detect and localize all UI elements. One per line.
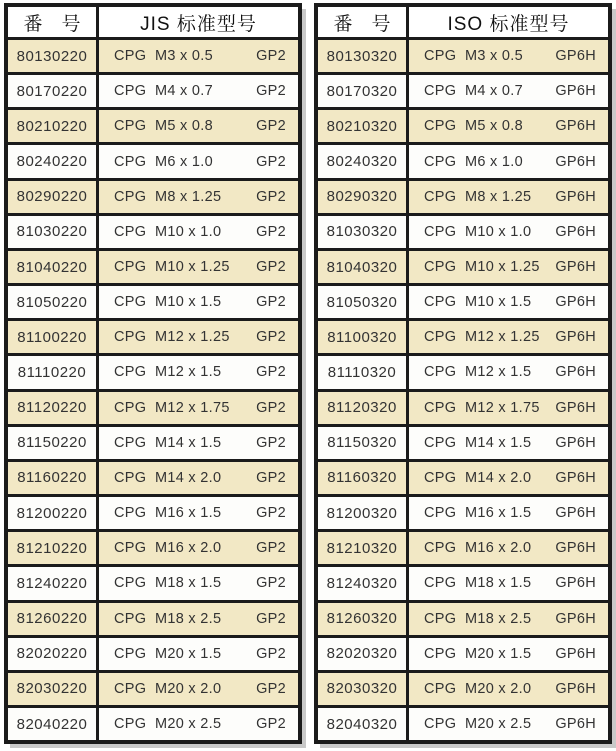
part-number: 80210220 [16, 117, 88, 135]
tolerance-grade: GP6H [555, 399, 596, 416]
model-designation: CPG M16 x 2.0 [424, 540, 532, 557]
model-designation: CPG M20 x 2.5 [114, 716, 222, 733]
model-designation: CPG M12 x 1.5 [114, 364, 222, 381]
model-cell [406, 145, 608, 177]
table-row [318, 670, 608, 705]
table-row [8, 283, 298, 318]
part-number: 82030320 [326, 680, 398, 698]
tolerance-grade: GP2 [256, 434, 286, 451]
table-row [8, 72, 298, 107]
table-row [8, 705, 298, 740]
model-designation: CPG M18 x 2.5 [424, 610, 532, 627]
part-number-cell [8, 321, 96, 353]
jis-table-header-row [8, 7, 298, 40]
part-number: 81240220 [16, 574, 88, 592]
part-number: 80290220 [16, 188, 88, 206]
table-row [318, 529, 608, 564]
part-number-cell [318, 286, 406, 318]
model-designation: CPG M6 x 1.0 [424, 153, 523, 170]
part-number-cell [8, 392, 96, 424]
model-designation: CPG M6 x 1.0 [114, 153, 213, 170]
model-cell [406, 497, 608, 529]
model-designation: CPG M10 x 1.25 [424, 259, 540, 276]
part-number: 81100320 [327, 328, 397, 346]
tolerance-grade: GP6H [555, 645, 596, 662]
part-number: 81050320 [326, 293, 398, 311]
iso-model-column-header: ISO 标准型号 [406, 7, 608, 37]
table-row [318, 213, 608, 248]
part-number: 81260220 [16, 610, 88, 628]
model-cell [96, 673, 298, 705]
model-designation: CPG M16 x 1.5 [424, 505, 532, 522]
tolerance-grade: GP2 [256, 259, 286, 276]
model-cell [96, 392, 298, 424]
part-number-cell [8, 110, 96, 142]
model-designation: CPG M14 x 1.5 [114, 434, 222, 451]
model-cell [96, 251, 298, 283]
table-row [318, 564, 608, 599]
model-designation: CPG M14 x 2.0 [424, 469, 532, 486]
part-number: 81210220 [16, 539, 88, 557]
model-cell [406, 216, 608, 248]
part-number-cell [318, 708, 406, 740]
model-designation: CPG M12 x 1.25 [424, 329, 540, 346]
model-cell [406, 638, 608, 670]
table-row [318, 353, 608, 388]
table-row [318, 459, 608, 494]
tolerance-grade: GP6H [555, 223, 596, 240]
part-number-cell [8, 145, 96, 177]
tolerance-grade: GP6H [555, 259, 596, 276]
table-row [8, 529, 298, 564]
table-row [8, 600, 298, 635]
table-row [318, 318, 608, 353]
part-number: 80170320 [326, 82, 398, 100]
part-number-cell [8, 567, 96, 599]
part-number: 82040220 [16, 715, 88, 733]
model-cell [406, 321, 608, 353]
iso-table-rows [318, 40, 608, 740]
part-number-cell [8, 216, 96, 248]
model-designation: CPG M18 x 1.5 [114, 575, 222, 592]
model-designation: CPG M20 x 1.5 [114, 645, 222, 662]
part-number: 81150320 [327, 434, 397, 452]
table-row [8, 40, 298, 72]
model-designation: CPG M20 x 2.0 [114, 680, 222, 697]
model-cell [96, 603, 298, 635]
tolerance-grade: GP2 [256, 469, 286, 486]
part-number-cell [8, 603, 96, 635]
part-number-cell [8, 532, 96, 564]
part-number: 81040220 [16, 258, 88, 276]
part-number: 81200220 [16, 504, 88, 522]
part-number: 80240220 [16, 153, 88, 171]
tolerance-grade: GP2 [256, 329, 286, 346]
tolerance-grade: GP6H [555, 329, 596, 346]
table-row [8, 564, 298, 599]
model-designation: CPG M4 x 0.7 [114, 83, 213, 100]
part-number: 81110220 [17, 363, 87, 381]
part-number: 80130220 [16, 47, 88, 65]
tolerance-grade: GP2 [256, 294, 286, 311]
part-number: 81210320 [326, 539, 398, 557]
part-number-cell [8, 497, 96, 529]
model-designation: CPG M20 x 2.5 [424, 716, 532, 733]
tolerance-grade: GP6H [555, 505, 596, 522]
model-cell [406, 356, 608, 388]
table-row [8, 670, 298, 705]
model-cell [96, 708, 298, 740]
tolerance-grade: GP2 [256, 540, 286, 557]
model-cell [406, 40, 608, 72]
part-number-cell [8, 708, 96, 740]
tolerance-grade: GP6H [555, 575, 596, 592]
part-number: 81150220 [17, 434, 87, 452]
part-number: 82020220 [16, 645, 88, 663]
table-row [318, 600, 608, 635]
model-designation: CPG M18 x 2.5 [114, 610, 222, 627]
tolerance-grade: GP2 [256, 188, 286, 205]
tolerance-grade: GP6H [555, 610, 596, 627]
model-cell [96, 427, 298, 459]
table-row [318, 283, 608, 318]
model-cell [406, 251, 608, 283]
model-cell [406, 392, 608, 424]
part-number-cell [8, 40, 96, 72]
part-number: 81110320 [327, 363, 397, 381]
part-number-cell [8, 356, 96, 388]
part-number-cell [318, 110, 406, 142]
tolerance-grade: GP2 [256, 610, 286, 627]
model-cell [406, 286, 608, 318]
part-number: 81120220 [17, 399, 87, 417]
part-number: 82020320 [326, 645, 398, 663]
tolerance-grade: GP2 [256, 716, 286, 733]
tolerance-grade: GP6H [555, 716, 596, 733]
model-designation: CPG M16 x 2.0 [114, 540, 222, 557]
part-number-cell [8, 427, 96, 459]
model-designation: CPG M10 x 1.0 [424, 223, 532, 240]
part-number-cell [318, 356, 406, 388]
model-cell [406, 75, 608, 107]
part-number: 81200320 [326, 504, 398, 522]
model-designation: CPG M12 x 1.75 [424, 399, 540, 416]
part-number-cell [318, 75, 406, 107]
model-designation: CPG M12 x 1.25 [114, 329, 230, 346]
part-number: 81120320 [327, 399, 397, 417]
model-cell [406, 427, 608, 459]
model-cell [96, 638, 298, 670]
part-number-cell [318, 532, 406, 564]
tolerance-grade: GP6H [555, 294, 596, 311]
model-designation: CPG M16 x 1.5 [114, 505, 222, 522]
table-row [8, 213, 298, 248]
iso-table-header-row [318, 7, 608, 40]
model-designation: CPG M20 x 1.5 [424, 645, 532, 662]
model-designation: CPG M10 x 1.0 [114, 223, 222, 240]
model-designation: CPG M5 x 0.8 [424, 118, 523, 135]
tolerance-grade: GP2 [256, 399, 286, 416]
model-cell [96, 286, 298, 318]
model-cell [406, 603, 608, 635]
model-cell [96, 321, 298, 353]
table-row [8, 178, 298, 213]
tolerance-grade: GP2 [256, 48, 286, 65]
table-row [8, 107, 298, 142]
tolerance-grade: GP2 [256, 223, 286, 240]
table-row [318, 705, 608, 740]
model-designation: CPG M10 x 1.5 [114, 294, 222, 311]
model-designation: CPG M5 x 0.8 [114, 118, 213, 135]
model-cell [96, 356, 298, 388]
model-cell [96, 110, 298, 142]
part-number: 81030220 [16, 223, 88, 241]
model-designation: CPG M14 x 1.5 [424, 434, 532, 451]
table-row [8, 459, 298, 494]
jis-number-column-header: 番 号 [23, 13, 81, 35]
part-number-cell [8, 638, 96, 670]
part-number: 82040320 [326, 715, 398, 733]
jis-table [4, 3, 302, 744]
table-row [8, 424, 298, 459]
table-row [318, 248, 608, 283]
model-designation: CPG M10 x 1.25 [114, 259, 230, 276]
model-cell [96, 216, 298, 248]
part-number: 81100220 [17, 328, 87, 346]
part-number-cell [318, 321, 406, 353]
model-designation: CPG M8 x 1.25 [114, 188, 222, 205]
table-row [8, 389, 298, 424]
table-row [318, 178, 608, 213]
model-cell [96, 567, 298, 599]
part-number-cell [318, 392, 406, 424]
table-row [318, 424, 608, 459]
tolerance-grade: GP2 [256, 680, 286, 697]
tolerance-grade: GP6H [555, 434, 596, 451]
part-number-cell [318, 638, 406, 670]
table-row [318, 142, 608, 177]
tolerance-grade: GP6H [555, 680, 596, 697]
model-designation: CPG M12 x 1.75 [114, 399, 230, 416]
model-designation: CPG M3 x 0.5 [424, 48, 523, 65]
part-number: 81160320 [327, 469, 397, 487]
part-number-cell [8, 251, 96, 283]
model-cell [406, 673, 608, 705]
part-number-cell [318, 462, 406, 494]
iso-table [314, 3, 612, 744]
model-designation: CPG M12 x 1.5 [424, 364, 532, 381]
table-row [318, 72, 608, 107]
tolerance-grade: GP2 [256, 83, 286, 100]
table-row [318, 40, 608, 72]
part-number: 80170220 [16, 82, 88, 100]
tolerance-grade: GP2 [256, 575, 286, 592]
model-designation: CPG M4 x 0.7 [424, 83, 523, 100]
tolerance-grade: GP2 [256, 645, 286, 662]
part-number: 80210320 [326, 117, 398, 135]
model-designation: CPG M14 x 2.0 [114, 469, 222, 486]
model-cell [96, 532, 298, 564]
part-number: 81040320 [326, 258, 398, 276]
part-number: 81260320 [326, 610, 398, 628]
table-row [318, 389, 608, 424]
iso-number-column-header: 番 号 [333, 13, 391, 35]
model-designation: CPG M18 x 1.5 [424, 575, 532, 592]
table-row [318, 635, 608, 670]
table-row [8, 142, 298, 177]
tolerance-grade: GP6H [555, 188, 596, 205]
jis-model-column-header: JIS 标准型号 [96, 7, 298, 37]
model-cell [406, 181, 608, 213]
part-number-cell [318, 673, 406, 705]
model-cell [406, 708, 608, 740]
part-number: 81160220 [17, 469, 87, 487]
part-number: 80130320 [326, 47, 398, 65]
part-number-cell [318, 40, 406, 72]
table-row [318, 107, 608, 142]
model-cell [96, 497, 298, 529]
part-number-cell [318, 603, 406, 635]
part-number: 80290320 [326, 188, 398, 206]
part-number-cell [318, 497, 406, 529]
model-cell [96, 75, 298, 107]
part-number: 82030220 [16, 680, 88, 698]
part-number-cell [8, 286, 96, 318]
tolerance-grade: GP6H [555, 48, 596, 65]
table-row [318, 494, 608, 529]
model-designation: CPG M20 x 2.0 [424, 680, 532, 697]
tolerance-grade: GP6H [555, 469, 596, 486]
tolerance-grade: GP6H [555, 83, 596, 100]
tolerance-grade: GP2 [256, 153, 286, 170]
tolerance-grade: GP2 [256, 118, 286, 135]
model-cell [96, 145, 298, 177]
model-cell [406, 462, 608, 494]
part-number-cell [318, 251, 406, 283]
model-cell [96, 40, 298, 72]
part-number: 81030320 [326, 223, 398, 241]
part-number-cell [8, 75, 96, 107]
table-row [8, 353, 298, 388]
part-number-cell [318, 427, 406, 459]
part-number-cell [8, 673, 96, 705]
part-number: 81240320 [326, 574, 398, 592]
model-cell [406, 110, 608, 142]
model-cell [96, 181, 298, 213]
tolerance-grade: GP2 [256, 505, 286, 522]
part-number-cell [8, 181, 96, 213]
jis-table-rows [8, 40, 298, 740]
table-row [8, 494, 298, 529]
part-number-cell [318, 181, 406, 213]
tolerance-grade: GP6H [555, 118, 596, 135]
part-number-cell [318, 145, 406, 177]
model-designation: CPG M8 x 1.25 [424, 188, 532, 205]
model-designation: CPG M10 x 1.5 [424, 294, 532, 311]
tolerance-grade: GP2 [256, 364, 286, 381]
table-row [8, 318, 298, 353]
table-row [8, 635, 298, 670]
model-cell [96, 462, 298, 494]
part-number: 80240320 [326, 153, 398, 171]
model-designation: CPG M3 x 0.5 [114, 48, 213, 65]
part-number: 81050220 [16, 293, 88, 311]
model-cell [406, 532, 608, 564]
tolerance-grade: GP6H [555, 540, 596, 557]
table-row [8, 248, 298, 283]
part-number-cell [318, 567, 406, 599]
tolerance-grade: GP6H [555, 153, 596, 170]
part-number-cell [318, 216, 406, 248]
model-cell [406, 567, 608, 599]
tolerance-grade: GP6H [555, 364, 596, 381]
part-number-cell [8, 462, 96, 494]
